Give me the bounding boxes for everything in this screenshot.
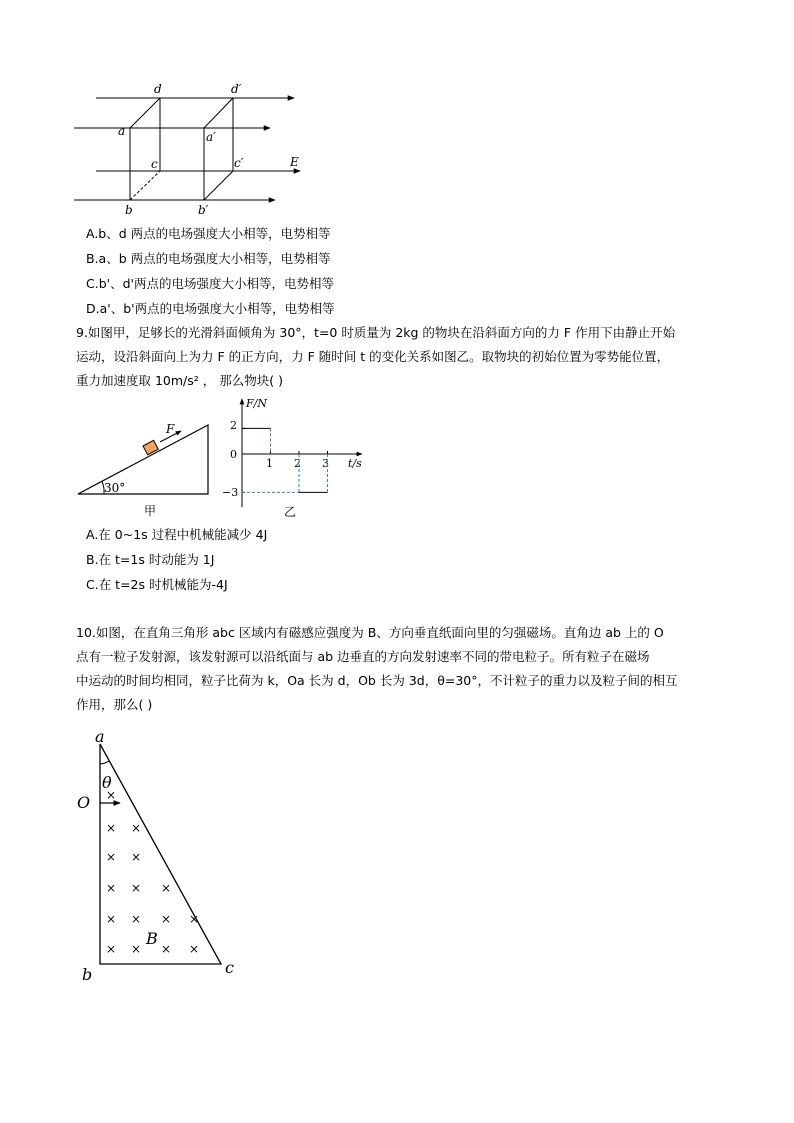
field-cross-0-0: × (106, 788, 117, 802)
angle-label: 30° (104, 481, 126, 495)
label-E: E (290, 155, 299, 169)
field-cross-4-2: × (161, 912, 172, 926)
x-tick-2: 2 (294, 457, 301, 470)
q9-option-a: A.在 0~1s 过程中机械能减少 4J (86, 527, 268, 542)
label-c: c (151, 157, 158, 171)
field-cross-2-0: × (106, 850, 117, 864)
caption-yi: 乙 (284, 505, 297, 519)
y-axis-label: F/N (246, 397, 267, 410)
field-cross-1-0: × (106, 821, 117, 835)
field-cross-4-3: × (189, 912, 200, 926)
label-c: c (225, 958, 234, 977)
y-tick-neg3: −3 (222, 486, 239, 499)
label-O: O (77, 793, 91, 812)
label-b: b (125, 203, 133, 217)
field-cross-5-0: × (106, 942, 117, 956)
q9-stem-line-1: 9.如图甲，足够长的光滑斜面倾角为 30°，t=0 时质量为 2kg 的物块在沿斜面方向的力 F 作用下由静止开始 (76, 325, 676, 340)
field-cross-1-1: × (131, 821, 142, 835)
q8-option-c: C.b'、d'两点的电场强度大小相等，电势相等 (86, 276, 334, 291)
label-d: d (154, 82, 162, 96)
label-a: a (95, 727, 105, 746)
label-d-prime: d′ (231, 82, 242, 96)
field-cross-4-0: × (106, 912, 117, 926)
label-B: B (146, 929, 158, 948)
field-cross-3-1: × (131, 881, 142, 895)
q9-option-c: C.在 t=2s 时机械能为-4J (86, 577, 228, 592)
field-cross-5-1: × (131, 942, 142, 956)
triangle-abc (100, 744, 221, 964)
x-tick-3: 3 (322, 457, 329, 470)
field-cross-3-0: × (106, 881, 117, 895)
q10-stem-line-3: 中运动的时间均相同，粒子比荷为 k，Oa 长为 d，Ob 长为 3d，θ=30°，不计粒子的重力以及粒子间的相互 (76, 673, 678, 688)
q10-stem (76, 621, 724, 717)
q10-stem-line-4: 作用，那么( ) (76, 697, 153, 712)
field-cross-2-1: × (131, 850, 142, 864)
caption-jia: 甲 (144, 504, 157, 518)
label-theta: θ (102, 773, 112, 792)
label-c-prime: c′ (234, 156, 244, 170)
q9-option-b: B.在 t=1s 时动能为 1J (86, 552, 215, 567)
q9-figure-jia (74, 415, 219, 520)
q8-figure (70, 78, 310, 218)
label-b: b (82, 965, 93, 984)
y-tick-2: 2 (230, 419, 237, 432)
q8-option-d: D.a'、b'两点的电场强度大小相等，电势相等 (86, 301, 335, 316)
incline-triangle (78, 425, 208, 494)
q9-stem-line-3: 重力加速度取 10m/s² ， 那么物块( ) (76, 373, 283, 388)
label-a-prime: a′ (206, 130, 216, 144)
q8-option-a: A.b、d 两点的电场强度大小相等，电势相等 (86, 226, 331, 241)
label-b-prime: b′ (198, 203, 209, 217)
field-cross-5-2: × (161, 942, 172, 956)
field-cross-5-3: × (189, 942, 200, 956)
y-tick-0: 0 (230, 448, 237, 461)
q9-stem (76, 321, 724, 393)
q9-figure-yi (222, 395, 372, 520)
field-cross-4-1: × (131, 912, 142, 926)
label-F: F (166, 422, 175, 436)
x-tick-1: 1 (266, 457, 273, 470)
q9-stem-line-2: 运动，设沿斜面向上为力 F 的正方向，力 F 随时间 t 的变化关系如图乙。取物块的初始位置为零势能位置， (76, 349, 670, 364)
label-a: a (118, 124, 126, 138)
q10-stem-line-2: 点有一粒子发射源，该发射源可以沿纸面与 ab 边垂直的方向发射速率不同的带电粒子。所有粒子在磁场 (76, 649, 650, 664)
x-axis-label: t/s (348, 457, 362, 470)
q10-stem-line-1: 10.如图，在直角三角形 abc 区域内有磁感应强度为 B、方向垂直纸面向里的匀强磁场。直角边 ab 上的 O (76, 625, 664, 640)
q10-figure (70, 722, 250, 987)
field-cross-3-2: × (161, 881, 172, 895)
q8-option-b: B.a、b 两点的电场强度大小相等，电势相等 (86, 251, 331, 266)
